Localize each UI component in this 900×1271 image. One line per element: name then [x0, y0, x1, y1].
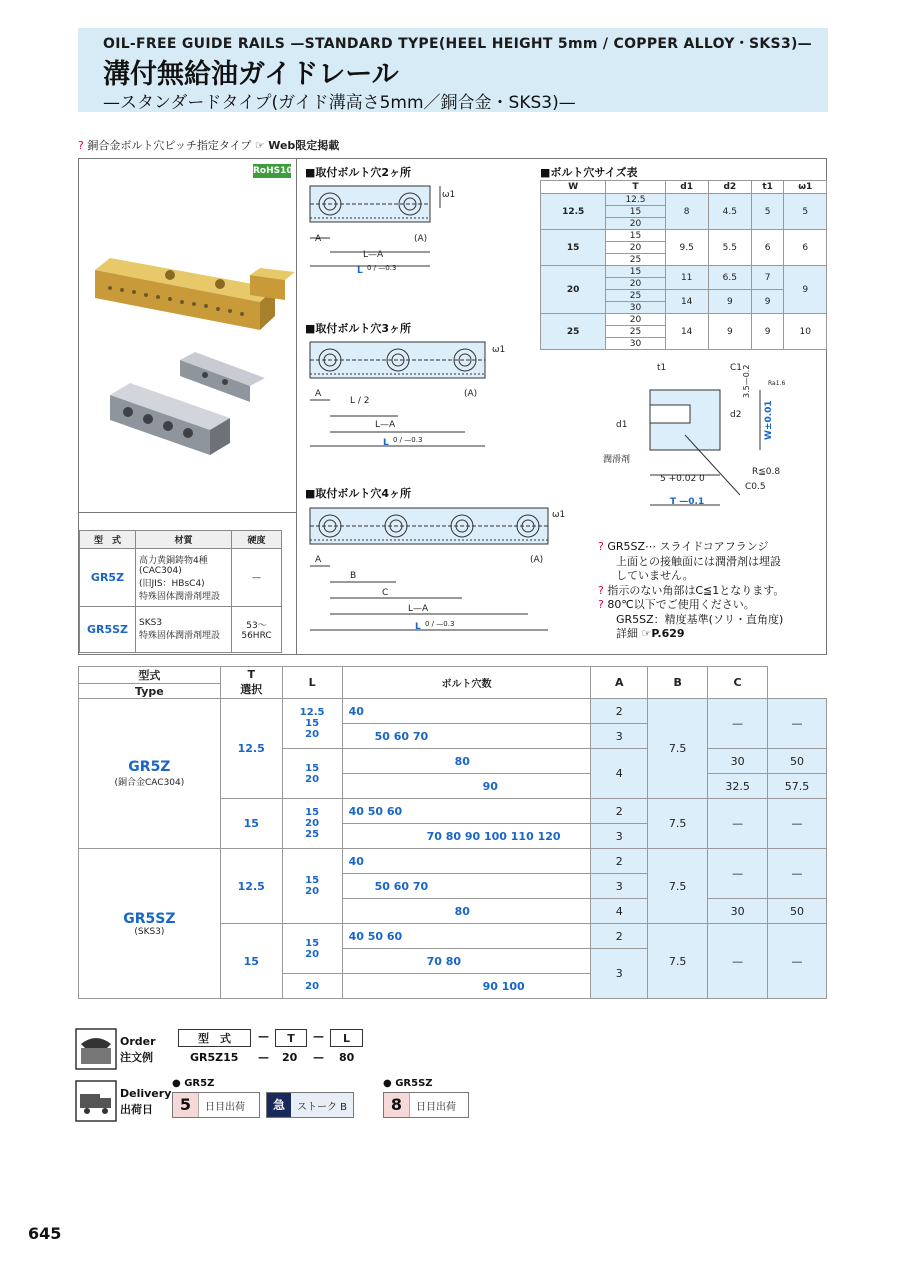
w-cell: 15	[220, 924, 282, 999]
b-cell: 32.5	[708, 774, 768, 799]
col-c: C	[708, 667, 768, 699]
b-cell: 30	[708, 749, 768, 774]
label-five: 5 +0.02 0	[660, 474, 705, 484]
w-cell: 12.5	[220, 849, 282, 924]
order-field-l: L	[330, 1029, 363, 1047]
dim-a-label: A	[315, 555, 322, 565]
dim-a-label: A	[315, 389, 322, 399]
col-material: 材質	[136, 531, 232, 549]
counterbore-section	[650, 405, 690, 423]
top-note	[78, 137, 339, 153]
l-cell: 90	[342, 774, 591, 799]
cell-t: 20	[606, 242, 665, 254]
label-c1: C1	[730, 363, 743, 373]
gr5z-days: 5	[173, 1093, 199, 1117]
dim-l-minus-a-label: L—A	[363, 250, 384, 260]
t-cell: 15 20	[282, 749, 342, 799]
cell-d2: 4.5	[708, 194, 751, 230]
cell-w: 12.5	[541, 194, 606, 230]
col-d1: d1	[665, 181, 708, 194]
l-cell: 90 100	[342, 974, 591, 999]
order-field-t: T	[275, 1029, 307, 1047]
b-cell: —	[708, 699, 768, 749]
dim-w1-label: ω1	[492, 345, 506, 355]
dim-l-label: L	[357, 266, 363, 276]
order-example-type: GR5Z15	[190, 1051, 239, 1064]
dim-a-paren-label: (A)	[414, 234, 428, 244]
a-cell: 7.5	[648, 849, 708, 924]
hint-icon: ?	[598, 598, 604, 611]
label-35: 3.5—0.2	[742, 364, 751, 398]
label-ra: Ra1.6	[768, 380, 786, 387]
cell-d1: 9.5	[665, 230, 708, 266]
dim-l-tolerance: 0 / —0.3	[425, 620, 455, 628]
cell-d1: 14	[665, 314, 708, 350]
hint-icon: ?	[598, 540, 604, 553]
bolt-cell: 4	[591, 899, 648, 924]
cell-t: 20	[606, 314, 665, 326]
dim-l-tolerance: 0 / —0.3	[393, 436, 423, 444]
w-cell: 12.5	[220, 699, 282, 799]
dim-l-minus-a-label: L—A	[408, 604, 429, 614]
label-d1: d1	[616, 420, 628, 430]
rail-outline	[310, 508, 548, 544]
type-gr5sz-cell: GR5SZ (SKS3)	[79, 849, 221, 999]
label-w: W±0.01	[764, 400, 774, 440]
c-cell: —	[768, 849, 827, 899]
c-cell: —	[768, 699, 827, 749]
order-label-jp: 注文例	[120, 1051, 153, 1064]
label-d2: d2	[730, 410, 742, 420]
label-t: T —0.1	[670, 497, 705, 507]
dim-w1-label: ω1	[442, 190, 456, 200]
cell-d2: 9	[708, 290, 751, 314]
cell-d1: 11	[665, 266, 708, 290]
cell-t: 15	[606, 206, 665, 218]
dim-l-label: L	[383, 438, 389, 448]
col-d2: d2	[708, 181, 751, 194]
dim-a-label: A	[315, 234, 322, 244]
col-t: T 選択	[220, 667, 282, 699]
bolt-cell: 3	[591, 949, 648, 999]
gr5sz-days: 8	[384, 1093, 410, 1117]
dim-l-label: L	[415, 622, 421, 632]
l-cell: 40 50 60	[342, 924, 591, 949]
cell-t: 20	[606, 218, 665, 230]
link-icon: ☞	[254, 139, 265, 152]
cell-w1: 10	[784, 314, 827, 350]
cell-d2: 9	[708, 314, 751, 350]
product-photo	[80, 180, 294, 510]
cell-w1: 5	[784, 194, 827, 230]
a-cell: 7.5	[648, 799, 708, 849]
delivery-label-en: Delivery	[120, 1087, 172, 1100]
label-t1: t1	[657, 363, 667, 373]
type-gr5z: GR5Z	[80, 549, 136, 607]
b-cell: —	[708, 849, 768, 899]
cell-t: 25	[606, 290, 665, 302]
cell-t: 15	[606, 266, 665, 278]
page-number: 645	[28, 1224, 62, 1243]
cell-t1: 5	[751, 194, 784, 230]
label-r: R≦0.8	[752, 467, 781, 477]
b-cell: —	[708, 799, 768, 849]
bolt-cell: 2	[591, 699, 648, 724]
drawing-2holes	[300, 178, 460, 278]
page-title: 溝付無給油ガイドレール	[103, 59, 399, 90]
t-cell: 12.5 15 20	[282, 699, 342, 749]
gr5sz-delivery-box	[383, 1092, 469, 1118]
l-cell: 80	[342, 899, 591, 924]
cell-w1: 9	[784, 266, 827, 314]
truck-icon	[75, 1080, 117, 1122]
phone-icon	[75, 1028, 117, 1070]
label-c05: C0.5	[745, 482, 766, 492]
page-subtitle: —スタンダードタイプ(ガイド溝高さ5mm／銅合金・SKS3)—	[103, 93, 576, 113]
order-example-sep: —	[258, 1051, 269, 1064]
col-type: Type	[79, 684, 221, 699]
express-icon: 急	[267, 1093, 291, 1117]
bolt-cell: 4	[591, 749, 648, 799]
bolt-hole	[165, 270, 175, 280]
gr5z-delivery-label: ● GR5Z	[172, 1078, 215, 1089]
hint-icon: ?	[598, 583, 604, 597]
l-cell: 40	[342, 849, 591, 874]
cell-w1: 6	[784, 230, 827, 266]
order-sep: —	[258, 1030, 269, 1043]
drawing-2holes-title: ■取付ボルト穴2ヶ所	[305, 166, 412, 179]
cell-t: 30	[606, 338, 665, 350]
col-type-group: 型式	[79, 667, 221, 684]
bolt-hole	[215, 279, 225, 289]
bolt-cell: 3	[591, 724, 648, 749]
hardness-gr5sz: 53〜56HRC	[232, 607, 282, 653]
hint-icon: ?	[78, 139, 84, 152]
l-cell: 70 80 90 100 110 120	[342, 824, 591, 849]
material-gr5z: 高力黄銅鋳物4種(CAC304) (旧JIS：HBsC4) 特殊固体潤滑剤埋設	[136, 549, 232, 607]
bolt-cell: 3	[591, 874, 648, 899]
gr5sz-days-text: 日目出荷	[416, 1101, 456, 1113]
frame-divider-h	[78, 512, 296, 513]
cell-t: 15	[606, 230, 665, 242]
cell-d2: 6.5	[708, 266, 751, 290]
bolt-size-table	[540, 180, 827, 350]
cell-d2: 5.5	[708, 230, 751, 266]
col-w1: ω1	[784, 181, 827, 194]
a-cell: 7.5	[648, 699, 708, 799]
bolt-cell: 2	[591, 799, 648, 824]
t-cell: 15 20	[282, 924, 342, 974]
cell-w: 20	[541, 266, 606, 314]
dim-w1-label: ω1	[552, 510, 566, 520]
dim-b-label: B	[350, 571, 357, 581]
c-cell: 50	[768, 899, 827, 924]
b-cell: 30	[708, 899, 768, 924]
order-example-l: 80	[339, 1051, 355, 1064]
cell-t1: 7	[751, 266, 784, 290]
c-cell: —	[768, 924, 827, 999]
express-text: ストーク B	[296, 1101, 347, 1113]
web-only-tag[interactable]: Web限定掲載	[268, 139, 340, 152]
gr5z-delivery-box	[172, 1092, 260, 1118]
gr5z-days-text: 日目出荷	[205, 1101, 245, 1113]
t-cell: 15 20	[282, 849, 342, 924]
express-box	[266, 1092, 354, 1118]
cell-d1: 8	[665, 194, 708, 230]
spec-table	[78, 666, 827, 999]
page-ref-link[interactable]: P.629	[651, 627, 685, 640]
material-gr5sz: SKS3 特殊固体潤滑剤埋設	[136, 607, 232, 653]
dim-l-tolerance: 0 / —0.3	[367, 264, 397, 272]
label-lube: 潤滑剤	[603, 455, 631, 465]
drawing-3holes-title: ■取付ボルト穴3ヶ所	[305, 322, 412, 335]
top-note-text: 銅合金ボルト穴ピッチ指定タイプ	[87, 139, 252, 152]
l-cell: 50 60 70	[342, 874, 591, 899]
b-cell: —	[708, 924, 768, 999]
order-field-type: 型 式	[178, 1029, 251, 1047]
hardness-gr5z: —	[232, 549, 282, 607]
cell-t1: 9	[751, 314, 784, 350]
cell-t: 25	[606, 326, 665, 338]
notes: ? GR5SZ⋯ スライドコアフランジ 上面との接触面には潤滑剤は埋設 していません。 ? 指示のない角部はC≦1となります。 ? 80℃以下でご使用ください。 GR5SZ：精度基準(ソリ・直角度) 詳細 ☞P.629	[598, 540, 785, 640]
c-cell: 57.5	[768, 774, 827, 799]
rohs-badge: RoHS10	[253, 166, 293, 176]
col-l: L	[282, 667, 342, 699]
cell-t1: 6	[751, 230, 784, 266]
dim-l2-label: L / 2	[350, 396, 370, 406]
bolt-cell: 3	[591, 824, 648, 849]
cell-w: 25	[541, 314, 606, 350]
dim-c-label: C	[382, 588, 389, 598]
cell-t: 25	[606, 254, 665, 266]
cell-d1: 14	[665, 290, 708, 314]
dim-l-minus-a-label: L—A	[375, 420, 396, 430]
col-t1: t1	[751, 181, 784, 194]
cell-w: 15	[541, 230, 606, 266]
a-cell: 7.5	[648, 924, 708, 999]
type-gr5z-cell: GR5Z (銅合金CAC304)	[79, 699, 221, 849]
col-w: W	[541, 181, 606, 194]
w-cell: 15	[220, 799, 282, 849]
order-label-en: Order	[120, 1035, 156, 1048]
bolt-cell: 2	[591, 924, 648, 949]
col-hardness: 硬度	[232, 531, 282, 549]
bolt-table-title: ■ボルト穴サイズ表	[540, 166, 638, 179]
cell-t: 30	[606, 302, 665, 314]
order-example-t: 20	[282, 1051, 298, 1064]
drawing-4holes-title: ■取付ボルト穴4ヶ所	[305, 487, 412, 500]
gr5sz-delivery-label: ● GR5SZ	[383, 1078, 433, 1089]
order-sep: —	[313, 1030, 324, 1043]
t-cell: 20	[282, 974, 342, 999]
col-bolt: ボルト穴数	[342, 667, 591, 699]
cell-t: 20	[606, 278, 665, 290]
l-cell: 70 80	[342, 949, 591, 974]
dim-a-paren-label: (A)	[464, 389, 478, 399]
delivery-label-jp: 出荷日	[120, 1103, 153, 1116]
col-type: 型 式	[80, 531, 136, 549]
order-example-sep: —	[313, 1051, 324, 1064]
link-icon: ☞	[641, 627, 652, 640]
type-gr5sz: GR5SZ	[80, 607, 136, 653]
col-a: A	[591, 667, 648, 699]
bolt-cell: 2	[591, 849, 648, 874]
l-cell: 40	[342, 699, 591, 724]
english-title: OIL-FREE GUIDE RAILS —STANDARD TYPE(HEEL HEIGHT 5mm / COPPER ALLOY・SKS3)—	[103, 36, 812, 52]
frame-divider	[296, 158, 297, 655]
t-cell: 15 20 25	[282, 799, 342, 849]
material-table	[79, 530, 282, 653]
cell-t1: 9	[751, 290, 784, 314]
l-cell: 40 50 60	[342, 799, 591, 824]
col-t: T	[606, 181, 665, 194]
l-cell: 50 60 70	[342, 724, 591, 749]
l-cell: 80	[342, 749, 591, 774]
cell-t: 12.5	[606, 194, 665, 206]
col-b: B	[648, 667, 708, 699]
dim-a-paren-label: (A)	[530, 555, 544, 565]
c-cell: 50	[768, 749, 827, 774]
c-cell: —	[768, 799, 827, 849]
